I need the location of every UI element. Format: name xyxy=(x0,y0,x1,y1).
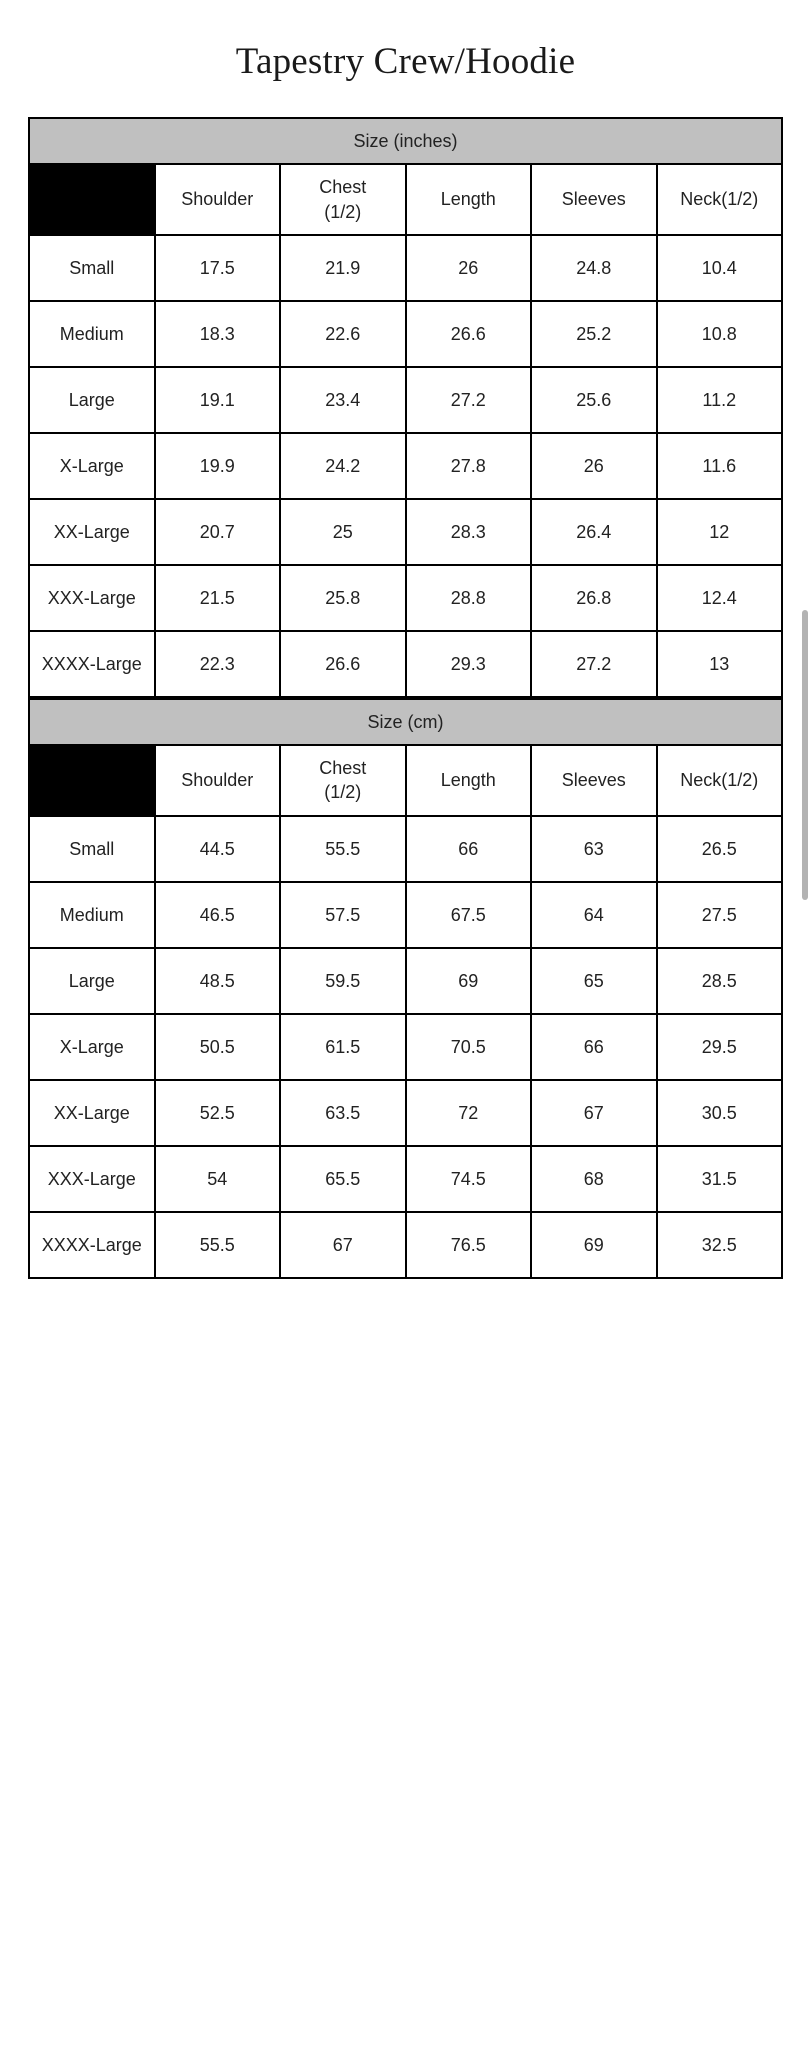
cell-length: 26 xyxy=(406,235,532,301)
table-row xyxy=(29,882,782,948)
column-header-neck: Neck(1/2) xyxy=(657,745,783,816)
cell-shoulder: 21.5 xyxy=(155,565,281,631)
cell-length: 28.8 xyxy=(406,565,532,631)
cell-chest: 63.5 xyxy=(280,1080,406,1146)
cell-sleeves: 24.8 xyxy=(531,235,657,301)
cell-shoulder: 55.5 xyxy=(155,1212,281,1278)
row-size-label: Small xyxy=(29,235,155,301)
cell-chest: 61.5 xyxy=(280,1014,406,1080)
cell-neck: 29.5 xyxy=(657,1014,783,1080)
table-row xyxy=(29,1014,782,1080)
table-row xyxy=(29,301,782,367)
table-column-header-row xyxy=(29,164,782,235)
row-size-label: XXXX-Large xyxy=(29,1212,155,1278)
table-row xyxy=(29,565,782,631)
cell-length: 67.5 xyxy=(406,882,532,948)
size-chart-cm xyxy=(28,698,783,1279)
size-chart-inches-wrap xyxy=(0,117,811,698)
cell-chest: 25 xyxy=(280,499,406,565)
cell-shoulder: 19.9 xyxy=(155,433,281,499)
cell-shoulder: 46.5 xyxy=(155,882,281,948)
row-size-label: XXX-Large xyxy=(29,565,155,631)
column-header-shoulder: Shoulder xyxy=(155,745,281,816)
cell-neck: 31.5 xyxy=(657,1146,783,1212)
page-title: Tapestry Crew/Hoodie xyxy=(235,41,576,82)
column-header-shoulder: Shoulder xyxy=(155,164,281,235)
column-header-sleeves: Sleeves xyxy=(531,745,657,816)
table-row xyxy=(29,816,782,882)
column-header-chest-line2: (1/2) xyxy=(324,201,362,222)
page-scrollbar[interactable] xyxy=(802,610,808,900)
row-size-label: X-Large xyxy=(29,433,155,499)
row-size-label: XX-Large xyxy=(29,1080,155,1146)
table-row xyxy=(29,948,782,1014)
cell-length: 29.3 xyxy=(406,631,532,697)
cell-neck: 28.5 xyxy=(657,948,783,1014)
unit-label-inches: Size (inches) xyxy=(29,118,782,164)
table-row xyxy=(29,367,782,433)
cell-length: 69 xyxy=(406,948,532,1014)
size-chart-inches xyxy=(28,117,783,698)
table-row xyxy=(29,1080,782,1146)
cell-shoulder: 48.5 xyxy=(155,948,281,1014)
cell-sleeves: 69 xyxy=(531,1212,657,1278)
row-size-label: Medium xyxy=(29,882,155,948)
cell-neck: 12 xyxy=(657,499,783,565)
cell-chest: 25.8 xyxy=(280,565,406,631)
cell-length: 74.5 xyxy=(406,1146,532,1212)
row-size-label: Large xyxy=(29,367,155,433)
cell-sleeves: 67 xyxy=(531,1080,657,1146)
cell-neck: 10.4 xyxy=(657,235,783,301)
column-header-chest-line1: Chest xyxy=(319,177,367,198)
row-size-label: X-Large xyxy=(29,1014,155,1080)
cell-chest: 59.5 xyxy=(280,948,406,1014)
cell-length: 27.2 xyxy=(406,367,532,433)
table-unit-header-row xyxy=(29,118,782,164)
column-header-sleeves: Sleeves xyxy=(531,164,657,235)
cell-neck: 11.2 xyxy=(657,367,783,433)
cell-chest: 57.5 xyxy=(280,882,406,948)
cell-chest: 23.4 xyxy=(280,367,406,433)
cell-neck: 13 xyxy=(657,631,783,697)
cell-length: 27.8 xyxy=(406,433,532,499)
column-header-chest xyxy=(280,745,406,816)
cell-length: 76.5 xyxy=(406,1212,532,1278)
cell-length: 66 xyxy=(406,816,532,882)
table-row xyxy=(29,433,782,499)
row-size-label: XXX-Large xyxy=(29,1146,155,1212)
cell-neck: 12.4 xyxy=(657,565,783,631)
cell-chest: 67 xyxy=(280,1212,406,1278)
cell-sleeves: 26 xyxy=(531,433,657,499)
row-size-label: Small xyxy=(29,816,155,882)
table-row xyxy=(29,235,782,301)
row-size-label: Medium xyxy=(29,301,155,367)
row-size-label: XXXX-Large xyxy=(29,631,155,697)
cell-neck: 32.5 xyxy=(657,1212,783,1278)
row-size-label: XX-Large xyxy=(29,499,155,565)
cell-neck: 27.5 xyxy=(657,882,783,948)
column-header-chest xyxy=(280,164,406,235)
cell-shoulder: 52.5 xyxy=(155,1080,281,1146)
column-header-chest-line2: (1/2) xyxy=(324,782,362,803)
cell-shoulder: 50.5 xyxy=(155,1014,281,1080)
cell-neck: 11.6 xyxy=(657,433,783,499)
table-row xyxy=(29,499,782,565)
cell-shoulder: 18.3 xyxy=(155,301,281,367)
row-size-label: Large xyxy=(29,948,155,1014)
cell-neck: 26.5 xyxy=(657,816,783,882)
cell-chest: 24.2 xyxy=(280,433,406,499)
cell-sleeves: 66 xyxy=(531,1014,657,1080)
cell-chest: 21.9 xyxy=(280,235,406,301)
cell-sleeves: 27.2 xyxy=(531,631,657,697)
cell-shoulder: 19.1 xyxy=(155,367,281,433)
cell-sleeves: 26.8 xyxy=(531,565,657,631)
cell-sleeves: 65 xyxy=(531,948,657,1014)
cell-sleeves: 64 xyxy=(531,882,657,948)
table-row xyxy=(29,1212,782,1278)
cell-shoulder: 54 xyxy=(155,1146,281,1212)
cell-shoulder: 17.5 xyxy=(155,235,281,301)
cell-length: 70.5 xyxy=(406,1014,532,1080)
table-row xyxy=(29,631,782,697)
cell-chest: 65.5 xyxy=(280,1146,406,1212)
cell-chest: 26.6 xyxy=(280,631,406,697)
cell-chest: 55.5 xyxy=(280,816,406,882)
cell-length: 72 xyxy=(406,1080,532,1146)
size-chart-cm-wrap xyxy=(0,698,811,1279)
table-column-header-row xyxy=(29,745,782,816)
table-row xyxy=(29,1146,782,1212)
cell-sleeves: 25.6 xyxy=(531,367,657,433)
column-header-length: Length xyxy=(406,164,532,235)
cell-shoulder: 20.7 xyxy=(155,499,281,565)
column-header-length: Length xyxy=(406,745,532,816)
cell-shoulder: 22.3 xyxy=(155,631,281,697)
cell-shoulder: 44.5 xyxy=(155,816,281,882)
cell-sleeves: 26.4 xyxy=(531,499,657,565)
cell-neck: 10.8 xyxy=(657,301,783,367)
cell-sleeves: 25.2 xyxy=(531,301,657,367)
cell-chest: 22.6 xyxy=(280,301,406,367)
column-header-chest-line1: Chest xyxy=(319,758,367,779)
cell-neck: 30.5 xyxy=(657,1080,783,1146)
cell-sleeves: 68 xyxy=(531,1146,657,1212)
unit-label-cm: Size (cm) xyxy=(29,699,782,745)
corner-cell xyxy=(29,164,155,235)
cell-length: 26.6 xyxy=(406,301,532,367)
cell-length: 28.3 xyxy=(406,499,532,565)
table-unit-header-row xyxy=(29,699,782,745)
column-header-neck: Neck(1/2) xyxy=(657,164,783,235)
corner-cell xyxy=(29,745,155,816)
cell-sleeves: 63 xyxy=(531,816,657,882)
